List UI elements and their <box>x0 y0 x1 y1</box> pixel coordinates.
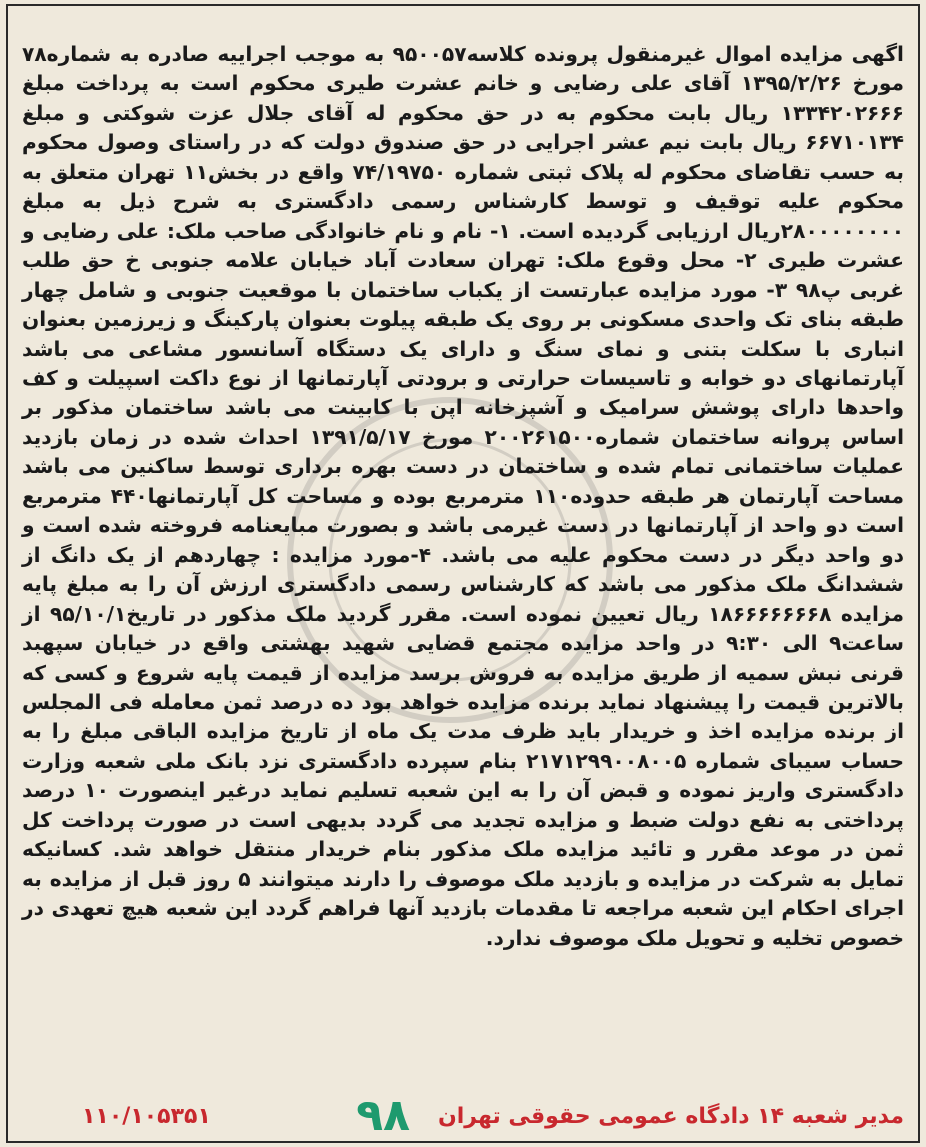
notice-footer <box>22 1090 904 1141</box>
handwritten-code: ۹۸ <box>356 1090 410 1141</box>
reference-number: ۱۱۰/۱۰۵۳۵۱ <box>82 1103 211 1129</box>
notice-text: اگهی مزایده اموال غیرمنقول پرونده کلاسه۹۵۰۰۵۷ به موجب اجراییه صادره به شماره۷۸ مورخ ۱۳۹۵/۲/۲۶ آقای علی رضایی و خانم عشرت طیری محکوم است به پرداخت مبلغ ۱۳۳۴۲۰۲۶۶۶ ریال بابت محکوم به در حق محکوم له آقای جلال عزت شوکتی و مبلغ ۶۶۷۱۰۱۳۴ ریال بابت نیم عشر اجرایی در حق صندوق دولت که در راستای وصول محکوم به حسب تقاضای محکوم له پلاک ثبتی شماره ۷۴/۱۹۷۵۰ واقع در بخش۱۱ تهران متعلق به محکوم علیه توقیف و توسط کارشناس رسمی دادگستری به شرح ذیل به مبلغ ۲۸۰۰۰۰۰۰۰۰ریال ارزیابی گردیده است. ۱- نام و نام خانوادگی صاحب ملک: علی رضایی و عشرت طیری ۲- محل وقوع ملک: تهران سعادت آباد خیابان علامه جنوبی خ حق طلب غربی پ۹۸ ۳- مورد مزایده عبارتست از یکباب ساختمان با موقعیت جنوبی و شامل چهار طبقه بنای تک واحدی مسکونی بر روی یک طبقه پیلوت بعنوان پارکینگ و زیرزمین بعنوان انباری با سکلت بتنی و نمای سنگ و دارای یک دستگاه آسانسور مشاعی می باشد آپارتمانهای دو خوابه و تاسیسات حرارتی و برودتی آپارتمانها از نوع داکت اسپیلت و کف واحدها دارای پوشش سرامیک و آشپزخانه اپن با کابینت می باشد ساختمان مذکور بر اساس پروانه ساختمان شماره۲۰۰۲۶۱۵۰۰ مورخ ۱۳۹۱/۵/۱۷ احداث شده در زمان بازدید عملیات ساختمانی تمام شده و ساختمان در دست بهره برداری توسط ساکنین می باشد مساحت آپارتمان هر طبقه حدوده۱۱۰ مترمربع بوده و مساحت کل آپارتمانها۴۴۰ مترمربع است دو واحد از آپارتمانها در دست غیرمی باشد و بصورت مبایعنامه فروخته شده است و دو واحد دیگر در دست محکوم علیه می باشد. ۴-مورد مزایده : چهاردهم از یک دانگ از ششدانگ ملک مذکور می باشد که کارشناس رسمی دادگستری ارزش آن را به مبلغ پایه مزایده ۱۸۶۶۶۶۶۶۶۸ ریال تعیین نموده است. مقرر گردید ملک مذکور در تاریخ۹۵/۱۰/۱ از ساعت۹ الی ۹:۳۰ در واحد مزایده مجتمع قضایی شهید بهشتی واقع در خیابان سپهبد قرنی نبش سمیه از طریق مزایده به فروش برسد مزایده از قیمت پایه شروع و کسی که بالاترین قیمت را پیشنهاد نماید برنده مزایده خواهد بود ده درصد ثمن معامله فی المجلس از برنده مزایده اخذ و خریدار باید ظرف مدت یک ماه از تاریخ مزایده الباقی مبلغ را به حساب سیبای شماره ۲۱۷۱۲۹۹۰۰۸۰۰۵ بنام سپرده دادگستری نزد بانک ملی شعبه وزارت دادگستری واریز نموده و قبض آن را به این شعبه تسلیم نماید درغیر اینصورت ۱۰ درصد پرداختی به نفع دولت ضبط و مزایده تجدید می گردد بدیهی است در صورت پرداخت کل ثمن در موعد مقرر و تائید مزایده ملک مذکور بنام خریدار منتقل خواهد شد. کسانیکه تمایل به شرکت در مزایده و بازدید ملک موصوف را دارند میتوانند ۵ روز قبل از مزایده به اجرای احکام این شعبه مراجعه تا مقدمات بازدید آنها فراهم گردد این شعبه هیچ تعهدی در خصوص تخلیه و تحویل ملک موصوف ندارد. <box>22 42 905 950</box>
auction-notice <box>22 40 904 953</box>
signature-line: مدیر شعبه ۱۴ دادگاه عمومی حقوقی تهران <box>437 1103 904 1129</box>
